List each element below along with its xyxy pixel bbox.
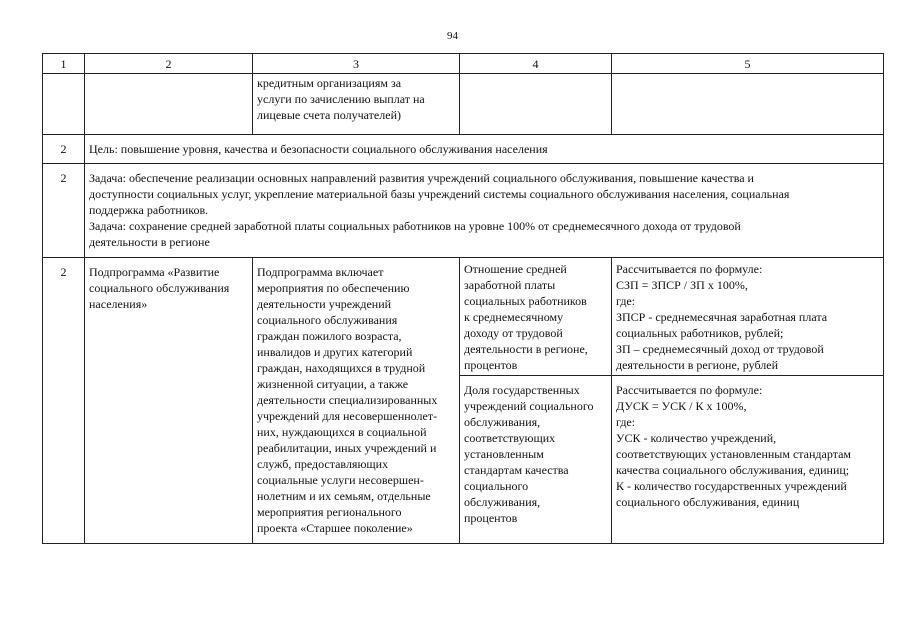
indicator-1-name: Отношение средней заработной платы социальных работников к среднемесячному доходу от трудовой деятельности в регионе, процентов — [460, 258, 611, 376]
tasks-row — [43, 164, 884, 258]
program-name: Подпрограмма «Развитие социального обслуживания населения» — [85, 258, 253, 544]
cont-col-3-text: кредитным организациям за услуги по зачислению выплат на лицевые счета получателей) — [253, 74, 460, 135]
goal-row-number: 2 — [43, 135, 85, 164]
goal-row — [43, 135, 884, 164]
indicator-2-formula: Рассчитывается по формуле: ДУСК = УСК / К х 100%, где: УСК - количество учреждений, соответствующих установленным стандартам качества социального обслуживания, единиц; К - количество государственных учреждений социального обслуживания, единиц — [616, 383, 852, 509]
indicator-formulas-cell — [612, 258, 884, 544]
indicator-1-formula: Рассчитывается по формуле: СЗП = ЗПСР / ЗП х 100%, где: ЗПСР - среднемесячная заработная плата социальных работников, рублей; ЗП – среднемесячный доход от трудовой деятельности в регионе, рублей — [612, 258, 883, 376]
continuation-row — [43, 74, 884, 135]
indicators-table — [42, 53, 884, 544]
header-col-4: 4 — [460, 54, 612, 74]
header-row — [43, 54, 884, 74]
cont-col-5 — [612, 74, 884, 135]
program-row — [43, 258, 884, 544]
goal-text: Цель: повышение уровня, качества и безопасности социального обслуживания населения — [85, 135, 884, 164]
header-col-1: 1 — [43, 54, 85, 74]
page-number: 94 — [447, 30, 458, 42]
tasks-cell — [85, 164, 884, 258]
cont-col-4 — [460, 74, 612, 135]
indicator-names-cell — [460, 258, 612, 544]
program-description: Подпрограмма включает мероприятия по обеспечению деятельности учреждений социального обслуживания граждан пожилого возраста, инвалидов и других категорий граждан, находящихся в трудной жизненной ситуации, а также деятельности специализированных учреждений для несовершеннолет- них, нуждающихся в социальной реабилитации, иных учреждений и служб, предоставляющих социальные услуги несовершен- нолетним и их семьям, отдельные мероприятия регионального проекта «Старшее поколение» — [253, 258, 460, 544]
header-col-3: 3 — [253, 54, 460, 74]
cont-col-1 — [43, 74, 85, 135]
indicator-2-name: Доля государственных учреждений социального обслуживания, соответствующих установленным стандартам качества социального обслуживания, процентов — [464, 383, 594, 525]
header-col-5: 5 — [612, 54, 884, 74]
tasks-row-number: 2 — [43, 164, 85, 258]
program-row-number: 2 — [43, 258, 85, 544]
cont-col-2 — [85, 74, 253, 135]
task-1-text: Задача: обеспечение реализации основных направлений развития учреждений социального обслуживания, повышение качества и доступности социальных услуг, укрепление материальной базы учреждений системы социального обслуживания населения, социальная поддержка работников. — [89, 171, 790, 217]
header-col-2: 2 — [85, 54, 253, 74]
task-2-text: Задача: сохранение средней заработной платы социальных работников на уровне 100% от среднемесячного дохода от трудовой деятельности в регионе — [89, 219, 741, 249]
